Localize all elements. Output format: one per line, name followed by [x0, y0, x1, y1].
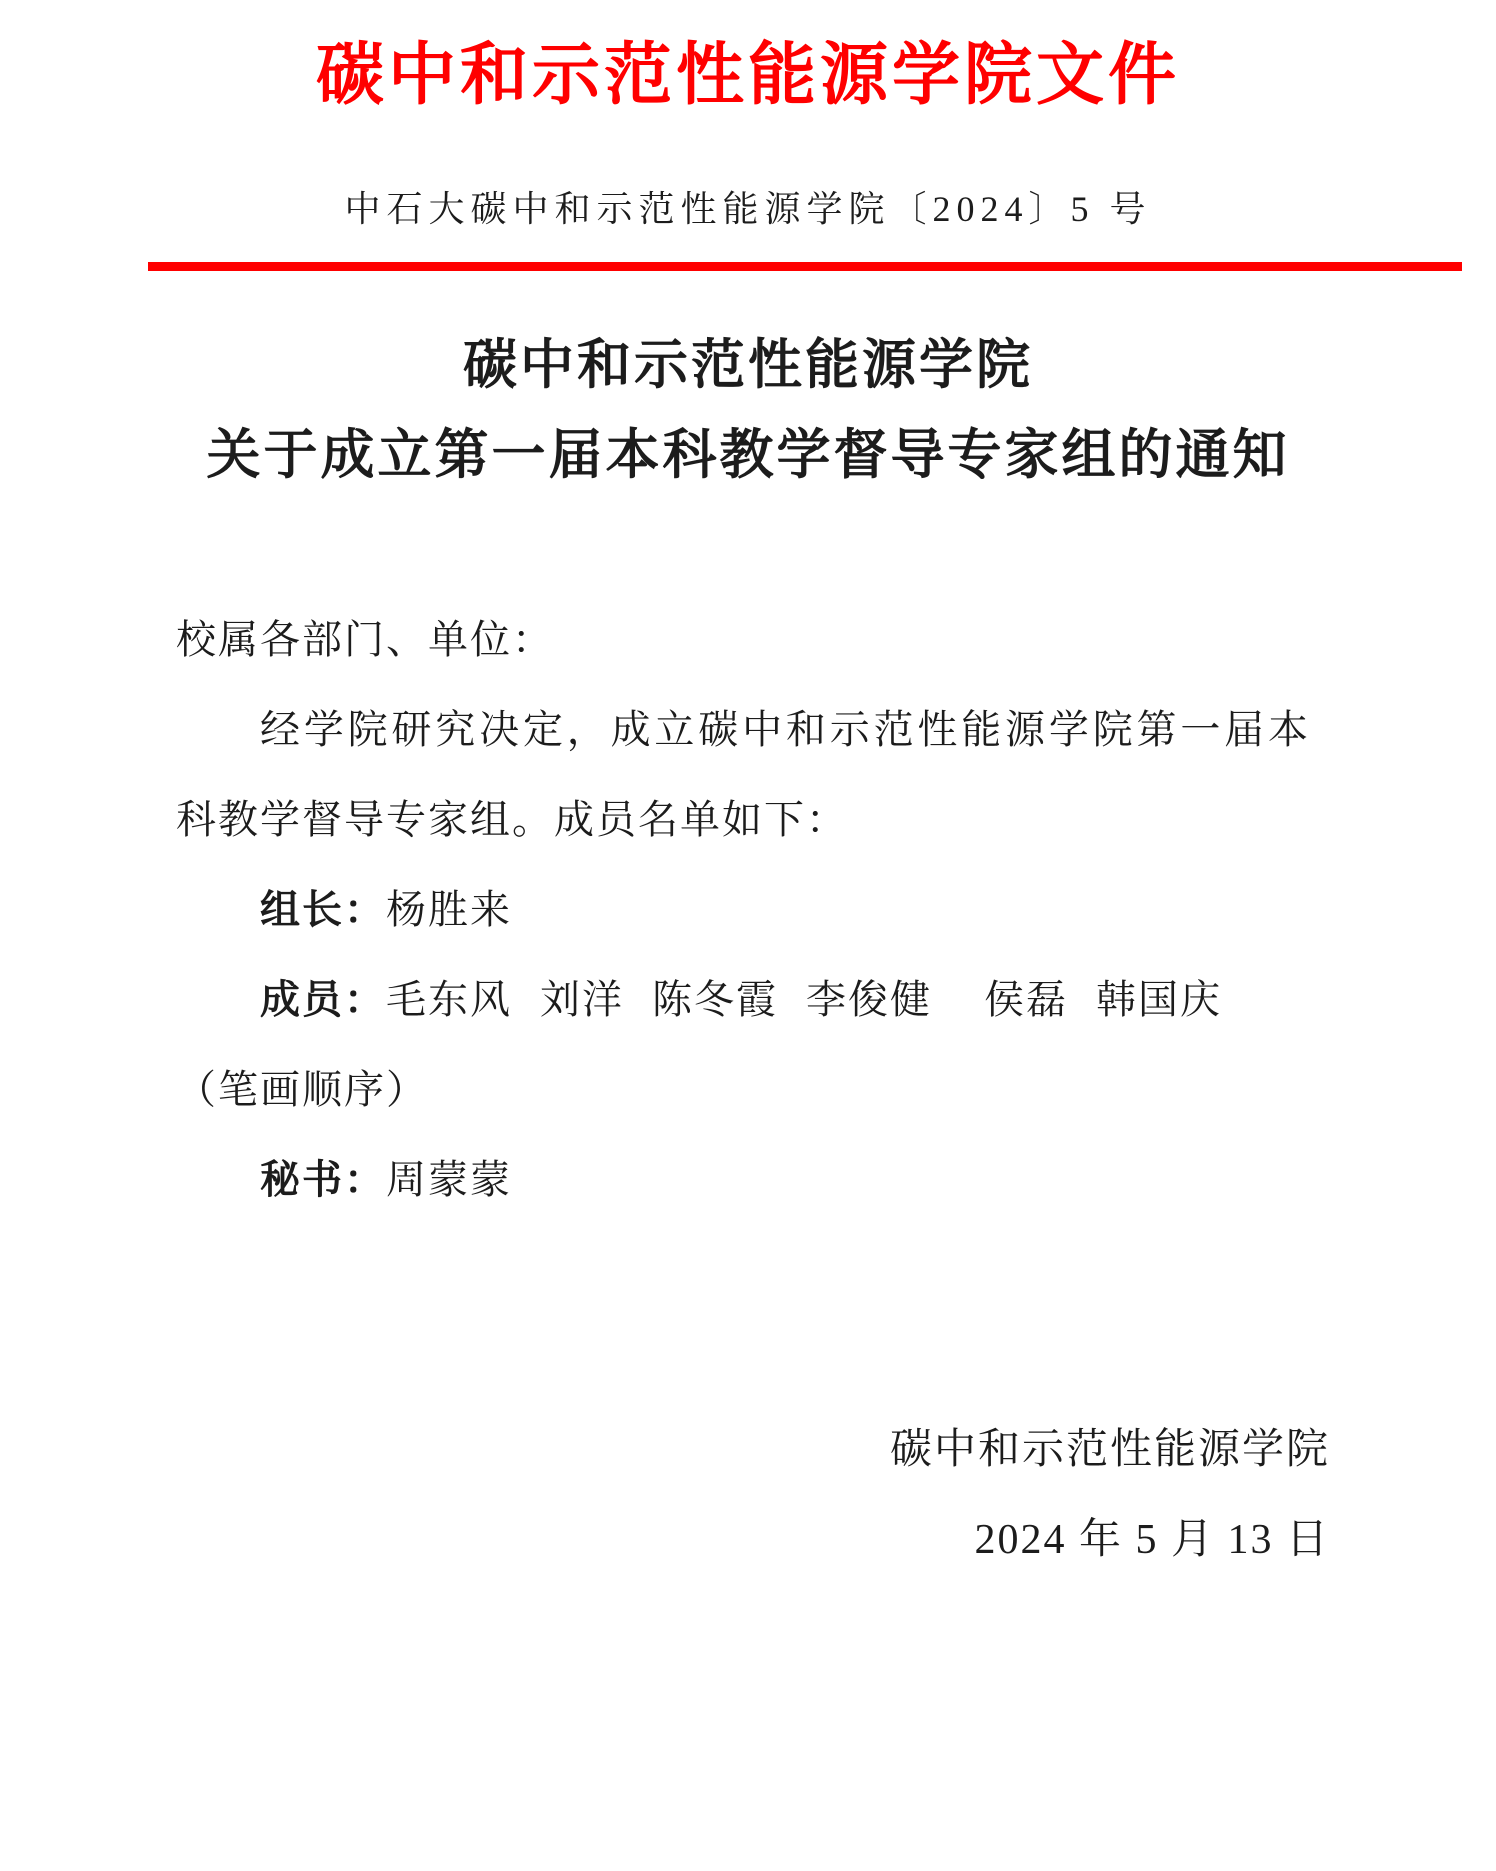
signature: 碳中和示范性能源学院: [889, 1427, 1330, 1473]
member-name: 韩国庆: [1096, 977, 1222, 1022]
members-line: [176, 955, 1310, 1045]
members-label: 成员：: [260, 977, 386, 1022]
notice-title-line2: 关于成立第一届本科教学督导专家组的通知: [206, 425, 1290, 485]
signature-block: [890, 1405, 1330, 1585]
members-note: （笔画顺序）: [176, 1067, 428, 1112]
date: 2024 年 5 月 13 日: [974, 1517, 1330, 1563]
paragraph-line-1: 经学院研究决定，成立碳中和示范性能源学院第一届本: [260, 707, 1310, 752]
leader-line: [176, 865, 1310, 955]
notice-body: [176, 595, 1310, 1225]
member-name: 李俊健: [806, 977, 932, 1022]
notice-title: [0, 320, 1496, 500]
notice-title-line1: 碳中和示范性能源学院: [463, 335, 1033, 395]
salutation: 校属各部门、单位：: [176, 617, 554, 662]
leader-label: 组长：: [260, 887, 386, 932]
member-name: 侯磊: [984, 977, 1068, 1022]
leader-name: 杨胜来: [386, 887, 512, 932]
document-number: 中石大碳中和示范性能源学院〔2024〕5 号: [344, 189, 1152, 229]
paragraph-line-2: 科教学督导专家组。成员名单如下：: [176, 797, 848, 842]
member-name: 陈冬霞: [652, 977, 778, 1022]
red-divider-line: [148, 262, 1462, 271]
member-name: 毛东风: [386, 977, 512, 1022]
document-header-title: 碳中和示范性能源学院文件: [315, 37, 1180, 113]
secretary-line: [176, 1135, 1310, 1225]
secretary-label: 秘书：: [260, 1157, 386, 1202]
member-name: 刘洋: [540, 977, 624, 1022]
secretary-name: 周蒙蒙: [386, 1157, 512, 1202]
